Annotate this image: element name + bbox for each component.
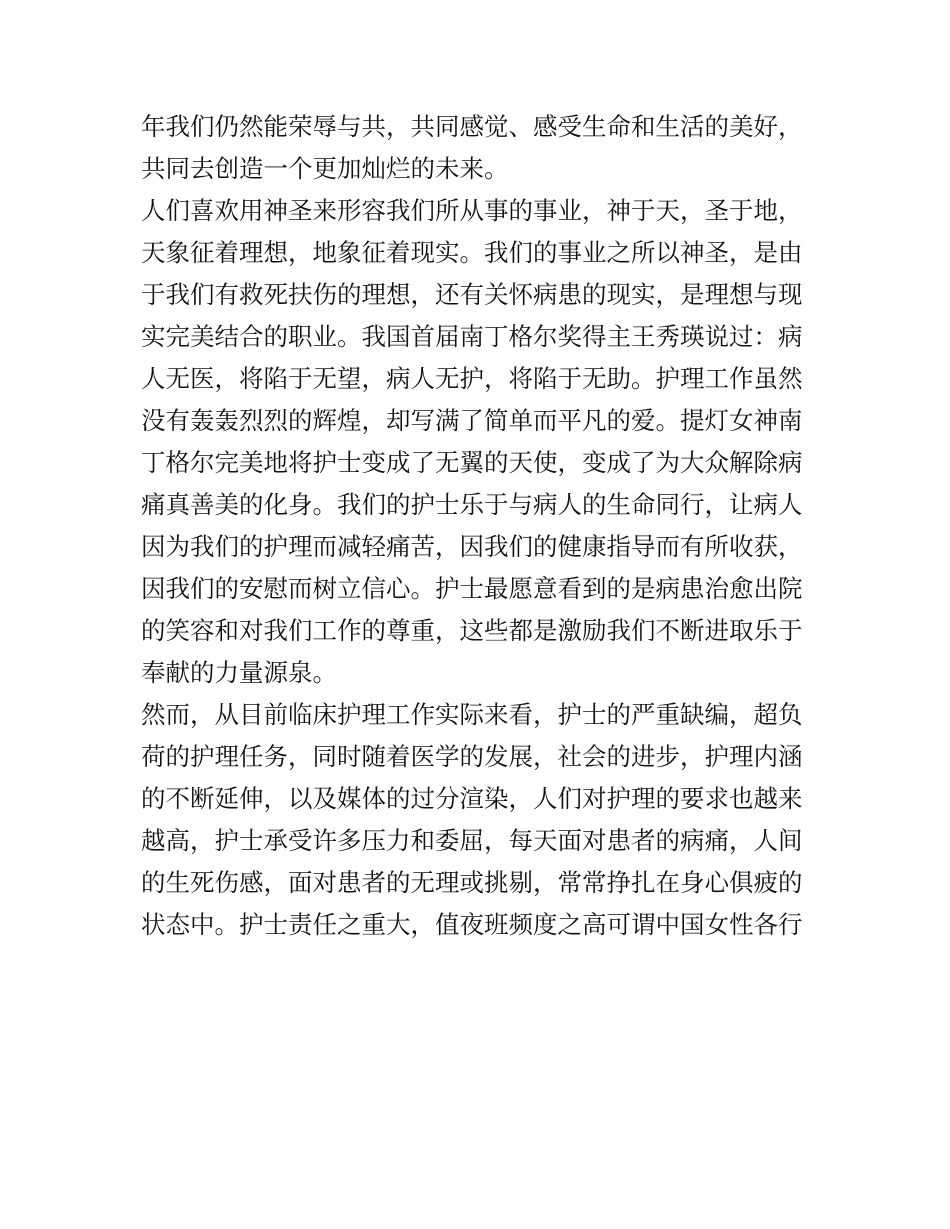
text-line: 的不断延伸，以及媒体的过分渲染，人们对护理的要求也越来 (141, 784, 803, 813)
text-line: 丁格尔完美地将护士变成了无翼的天使，变成了为大众解除病 (141, 448, 803, 477)
text-line: 共同去创造一个更加灿烂的未来。 (141, 154, 509, 183)
text-line: 于我们有救死扶伤的理想，还有关怀病患的现实，是理想与现 (141, 280, 803, 309)
text-line: 的笑容和对我们工作的尊重，这些都是激励我们不断进取乐于 (141, 616, 803, 645)
text-line: 荷的护理任务，同时随着医学的发展，社会的进步，护理内涵 (141, 742, 803, 771)
text-line: 年我们仍然能荣辱与共，共同感觉、感受生命和生活的美好， (141, 112, 803, 141)
paragraph (141, 694, 821, 946)
text-line: 痛真善美的化身。我们的护士乐于与病人的生命同行，让病人 (141, 490, 803, 519)
body-text (141, 106, 821, 946)
text-line: 人无医，将陷于无望，病人无护，将陷于无助。护理工作虽然 (141, 364, 803, 393)
paragraph (141, 106, 821, 190)
text-line: 的生死伤感，面对患者的无理或挑剔，常常挣扎在身心俱疲的 (141, 868, 803, 897)
text-line: 然而，从目前临床护理工作实际来看，护士的严重缺编，超负 (141, 700, 803, 729)
text-line: 因我们的安慰而树立信心。护士最愿意看到的是病患治愈出院 (141, 574, 803, 603)
paragraph (141, 190, 821, 694)
text-line: 状态中。护士责任之重大，值夜班频度之高可谓中国女性各行 (141, 910, 803, 939)
text-line: 奉献的力量源泉。 (141, 658, 337, 687)
text-line: 实完美结合的职业。我国首届南丁格尔奖得主王秀瑛说过：病 (141, 322, 803, 351)
text-line: 越高，护士承受许多压力和委屈，每天面对患者的病痛，人间 (141, 826, 803, 855)
text-line: 因为我们的护理而减轻痛苦，因我们的健康指导而有所收获， (141, 532, 803, 561)
text-line: 人们喜欢用神圣来形容我们所从事的事业，神于天，圣于地， (141, 196, 803, 225)
text-line: 天象征着理想，地象征着现实。我们的事业之所以神圣，是由 (141, 238, 803, 267)
text-line: 没有轰轰烈烈的辉煌，却写满了简单而平凡的爱。提灯女神南 (141, 406, 803, 435)
